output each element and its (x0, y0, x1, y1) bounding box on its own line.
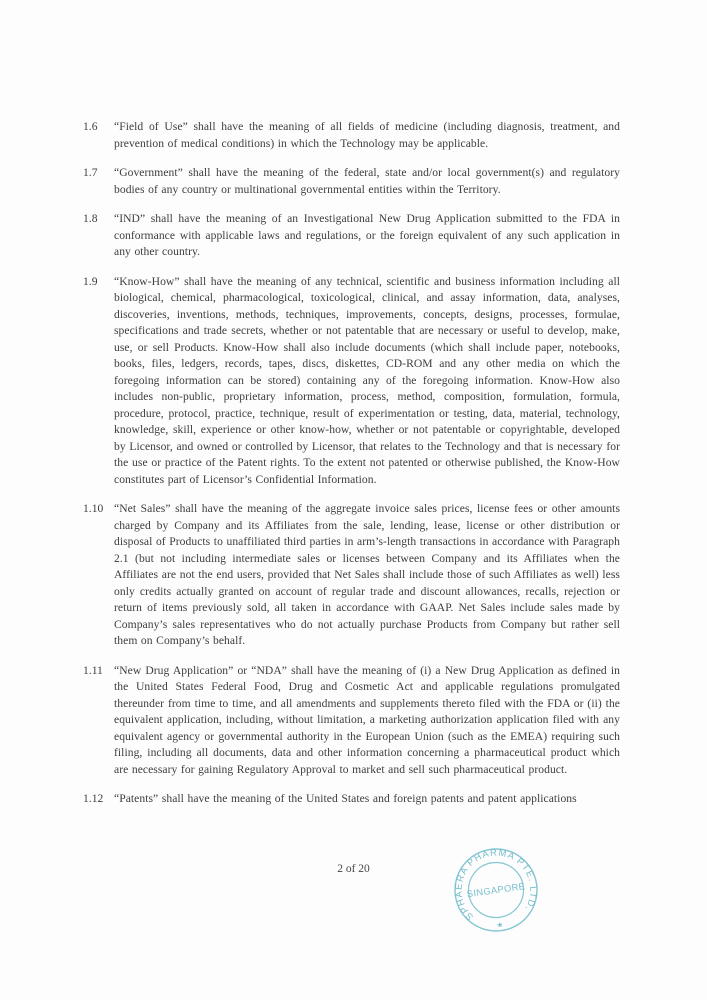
clause-text: “IND” shall have the meaning of an Investigational New Drug Application submitted to the FDA in conformance with applicable laws and regulations, or the foreign equivalent of any such application in any other country. (114, 212, 620, 258)
clause-text: “Government” shall have the meaning of the federal, state and/or local government(s) and regulatory bodies of any country or multinational governmental entities within the Territory. (114, 166, 620, 196)
stamp-ring-text: SPHAERA PHARMA PTE. LTD. (453, 847, 539, 923)
clause-number: 1.8 (83, 212, 98, 225)
clause-1-12 (83, 791, 620, 808)
clause-1-10 (83, 501, 620, 650)
clause-number: 1.9 (83, 274, 98, 288)
clause-text: “Field of Use” shall have the meaning of all fields of medicine (including diagnosis, treatment, and prevention of medical conditions) in which the Technology may be applicable. (114, 120, 620, 150)
clause-text: “Know-How” shall have the meaning of any technical, scientific and business information including all biological, chemical, pharmacological, toxicological, clinical, and assay information, data, analyses, discoveries, inventions, methods, techniques, improvements, concepts, designs, processes, formulae, specifications and trade secrets, whether or not patentable that are necessary or useful to develop, make, use, or sell Products. Know-How shall also include documents (which shall include paper, notebooks, books, files, ledgers, records, tapes, discs, diskettes, CD-ROM and any other media on which the foregoing information can be stored) containing any of the foregoing information. Know-How also includes non-public, proprietary information, process, method, composition, formulation, formula, procedure, protocol, practice, technique, result of experimentation or testing, data, material, technology, knowledge, skill, experience or other know-how, whether or not patentable or copyrightable, developed by Licensor, and owned or controlled by Licensor, that relates to the Technology and that is necessary for the use or practice of the Patent rights. To the extent not patented or otherwise published, the Know-How constitutes part of Licensor’s Confidential Information. (114, 274, 620, 486)
clause-list (83, 119, 620, 821)
clause-number: 1.7 (83, 166, 98, 179)
company-stamp (442, 836, 550, 944)
clause-1-11 (83, 663, 620, 779)
clause-1-6 (83, 119, 620, 152)
stamp-center-text: SINGAPORE (466, 881, 526, 900)
clause-number: 1.6 (83, 120, 98, 133)
clause-number: 1.12 (83, 792, 104, 805)
stamp-star-icon: ★ (495, 919, 504, 930)
clause-number: 1.11 (83, 663, 103, 677)
clause-text: “New Drug Application” or “NDA” shall have the meaning of (i) a New Drug Application as defined in the United States Federal Food, Drug and Cosmetic Act and applicable regulations promulgated thereunder from time to time, and all amendments and supplements thereto filed with the FDA or (ii) the equivalent application, including, without limitation, a marketing authorization application filed with any equivalent agency or governmental authority in the European Union (such as the EMEA) requiring such filing, including all documents, data and other information concerning a pharmaceutical product which are necessary for gaining Regulatory Approval to market and sell such pharmaceutical product. (114, 663, 620, 776)
clause-1-8 (83, 211, 620, 261)
clause-1-7 (83, 165, 620, 198)
clause-text: “Net Sales” shall have the meaning of the aggregate invoice sales prices, license fees or other amounts charged by Company and its Affiliates from the sale, lending, lease, license or other distribution or disposal of Products to unaffiliated third parties in arm’s-length transactions in accordance with Paragraph 2.1 (but not including intermediate sales or licenses between Company and its Affiliates when the Affiliates are not the end users, provided that Net Sales shall include those of such Affiliates as well) less only credits actually granted on account of regular trade and discount allowances, recalls, rejection or return of items previously sold, all taken in accordance with GAAP. Net Sales include sales made by Company’s sales representatives who do not actually purchase Products from Company but rather sell them on Company’s behalf. (114, 502, 620, 647)
stamp-graphic (442, 836, 550, 944)
clause-1-9 (83, 274, 620, 489)
clause-text: “Patents” shall have the meaning of the United States and foreign patents and patent applications (114, 792, 577, 805)
clause-number: 1.10 (83, 502, 104, 515)
page-number: 2 of 20 (337, 863, 370, 875)
